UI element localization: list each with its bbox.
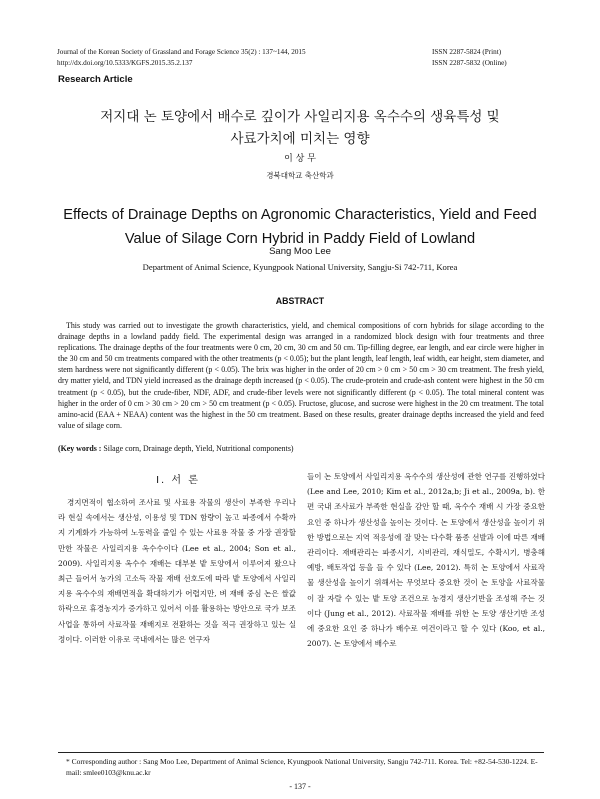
- keywords-label: (Key words :: [58, 444, 102, 453]
- keywords: [58, 443, 544, 454]
- english-title-line2: Value of Silage Corn Hybrid in Paddy Field of Lowland: [124, 231, 476, 247]
- page-number: - 137 -: [289, 782, 311, 791]
- korean-author: 이 상 무: [284, 154, 316, 164]
- abstract-text: This study was carried out to investigate the growth characteristics, yield, and chemical compositions of corn hybrids for silage according to the drainage depths in a lowland paddy field. The experimental design was arranged in a randomized block design with four treatments and three replications. The drainage depths of the four treatments were 0 cm, 20 cm, 30 cm and 50 cm. Tip-filling degree, ear length, and ear circle were higher in the 30 cm and 50 cm treatments compared with the other treatments (p < 0.05); but the plant length, leaf length, leaf width, ear height, stem diameter, and stem hardness were not significantly different (p < 0.05). The brix was higher in the order of 20 cm > 0 cm > 50 cm > 30 cm treatment. The fresh yield, dry matter yield, and TDN yield increased as the drainage depth increased (p < 0.05). The crude-protein and crude-ash content were highest in the 50 cm treatment (p < 0.05), but the crude-fiber, NDF, ADF, and crude-fiber levels were not significantly different (p < 0.05). The total mineral content was higher in the order of 0 cm > 30 cm > 20 cm > 50 cm treatment (p < 0.05). Fructose, glucose, and sucrose were highest in the 20 cm treatment. The total amino-acid (EAA + NEAA) content was the highest in the 50 cm treatment. Based on these results, greater drainage depths increased the yield and feed value of silage corn.: [58, 321, 544, 430]
- section-heading-introduction: Ⅰ. 서 론: [156, 475, 200, 486]
- keywords-text: Silage corn, Drainage depth, Yield, Nutritional components): [103, 444, 294, 453]
- body-right-column: 들이 논 토양에서 사일리지용 옥수수의 생산성에 관한 연구를 진행하였다 (Lee and Lee, 2010; Kim et al., 2012a,b; Ji et al., 2009a, b). 한편 국내 조사료가 부족한 현실을 감안 할 때, 옥수수 재배 시 가장 중요한 요인 중 하나가 생산성을 높이는 것이다. 논 토양에서 생산성을 높이기 위한 방법으로는 지역 적응성에 잘 맞는 다수확 품종 선발과 이에 따른 재배관리이다. 재배관리는 파종시기, 시비관리, 재식밀도, 수확시기, 병충해 예방, 배토작업 등을 들 수 있다 (Lee, 2012). 특히 논 토양에서 사료작물 생산성을 높이기 위해서는 무엇보다 중요한 것이 논 토양을 사료작물이 잘 자랄 수 있는 밭 토양 조건으로 농경지 생산기반을 조성해 주는 것이다 (Jung et al., 2012). 사료작물 재배를 위한 논 토양 생산기반 조성에 중요한 요인 중 하나가 배수로 여건이라고 할 수 있다 (Koo, et al., 2007). 논 토양에서 배수로: [307, 472, 545, 649]
- english-title-line1: Effects of Drainage Depths on Agronomic Characteristics, Yield and Feed: [63, 207, 537, 223]
- english-affiliation: Department of Animal Science, Kyungpook National University, Sangju-Si 742-711, Korea: [142, 262, 458, 272]
- journal-citation: Journal of the Korean Society of Grassland and Forage Science 35(2) : 137~144, 2015: [57, 48, 306, 56]
- corresponding-author-footnote: * Corresponding author : Sang Moo Lee, Department of Animal Science, Kyungpook National University, Sangju 742-711. Korea. Tel: +82-54-530-1224. E-mail: smlee0103@knu.ac.kr: [66, 757, 538, 777]
- issn-online: ISSN 2287-5832 (Online): [432, 59, 507, 67]
- article-type: Research Article: [58, 74, 133, 85]
- korean-title-line2: 사료가치에 미치는 영향: [230, 131, 370, 147]
- doi-link[interactable]: http://dx.doi.org/10.5333/KGFS.2015.35.2.137: [57, 59, 193, 67]
- english-author: Sang Moo Lee: [269, 246, 331, 257]
- korean-title-line1: 저지대 논 토양에서 배수로 깊이가 사일리지용 옥수수의 생육특성 및: [100, 109, 500, 125]
- issn-block: [432, 47, 542, 69]
- footnote-divider: [58, 752, 544, 753]
- korean-affiliation: 경북대학교 축산학과: [266, 171, 334, 180]
- korean-title: [40, 106, 560, 150]
- journal-header: [57, 47, 306, 69]
- body-left-column: 경지면적이 협소하여 조사료 및 사료용 작물의 생산이 부족한 우리나라 현실 속에서는 생산성, 이용성 및 TDN 함량이 높고 파종에서 수확까지 기계화가 가능하여 노동력을 줄일 수 있는 사료용 작물 중 가장 권장할 만한 작물은 사일리지용 옥수수이다 (Lee et al., 2004; Son et al., 2009). 사일리지용 옥수수 재배는 대부분 밭 토양에서 이루어져 왔으나 최근 들어서 농가의 고소득 작물 재배 선호도에 따라 밭 토양에서 사일리지용 옥수수의 재배면적을 확대하기가 어렵지만, 벼 재배 중심 논은 쌀값하락으로 휴경농지가 증가하고 있어서 이를 활용하는 방안으로 국가 보조 사업을 통하여 사료작물 재배지로 전환하는 것을 적극 권장하고 있는 실정이다. 이러한 이유로 국내에서는 많은 연구자: [58, 498, 296, 644]
- english-title: [40, 203, 560, 251]
- issn-print: ISSN 2287-5824 (Print): [432, 48, 502, 56]
- abstract-heading: ABSTRACT: [275, 296, 325, 306]
